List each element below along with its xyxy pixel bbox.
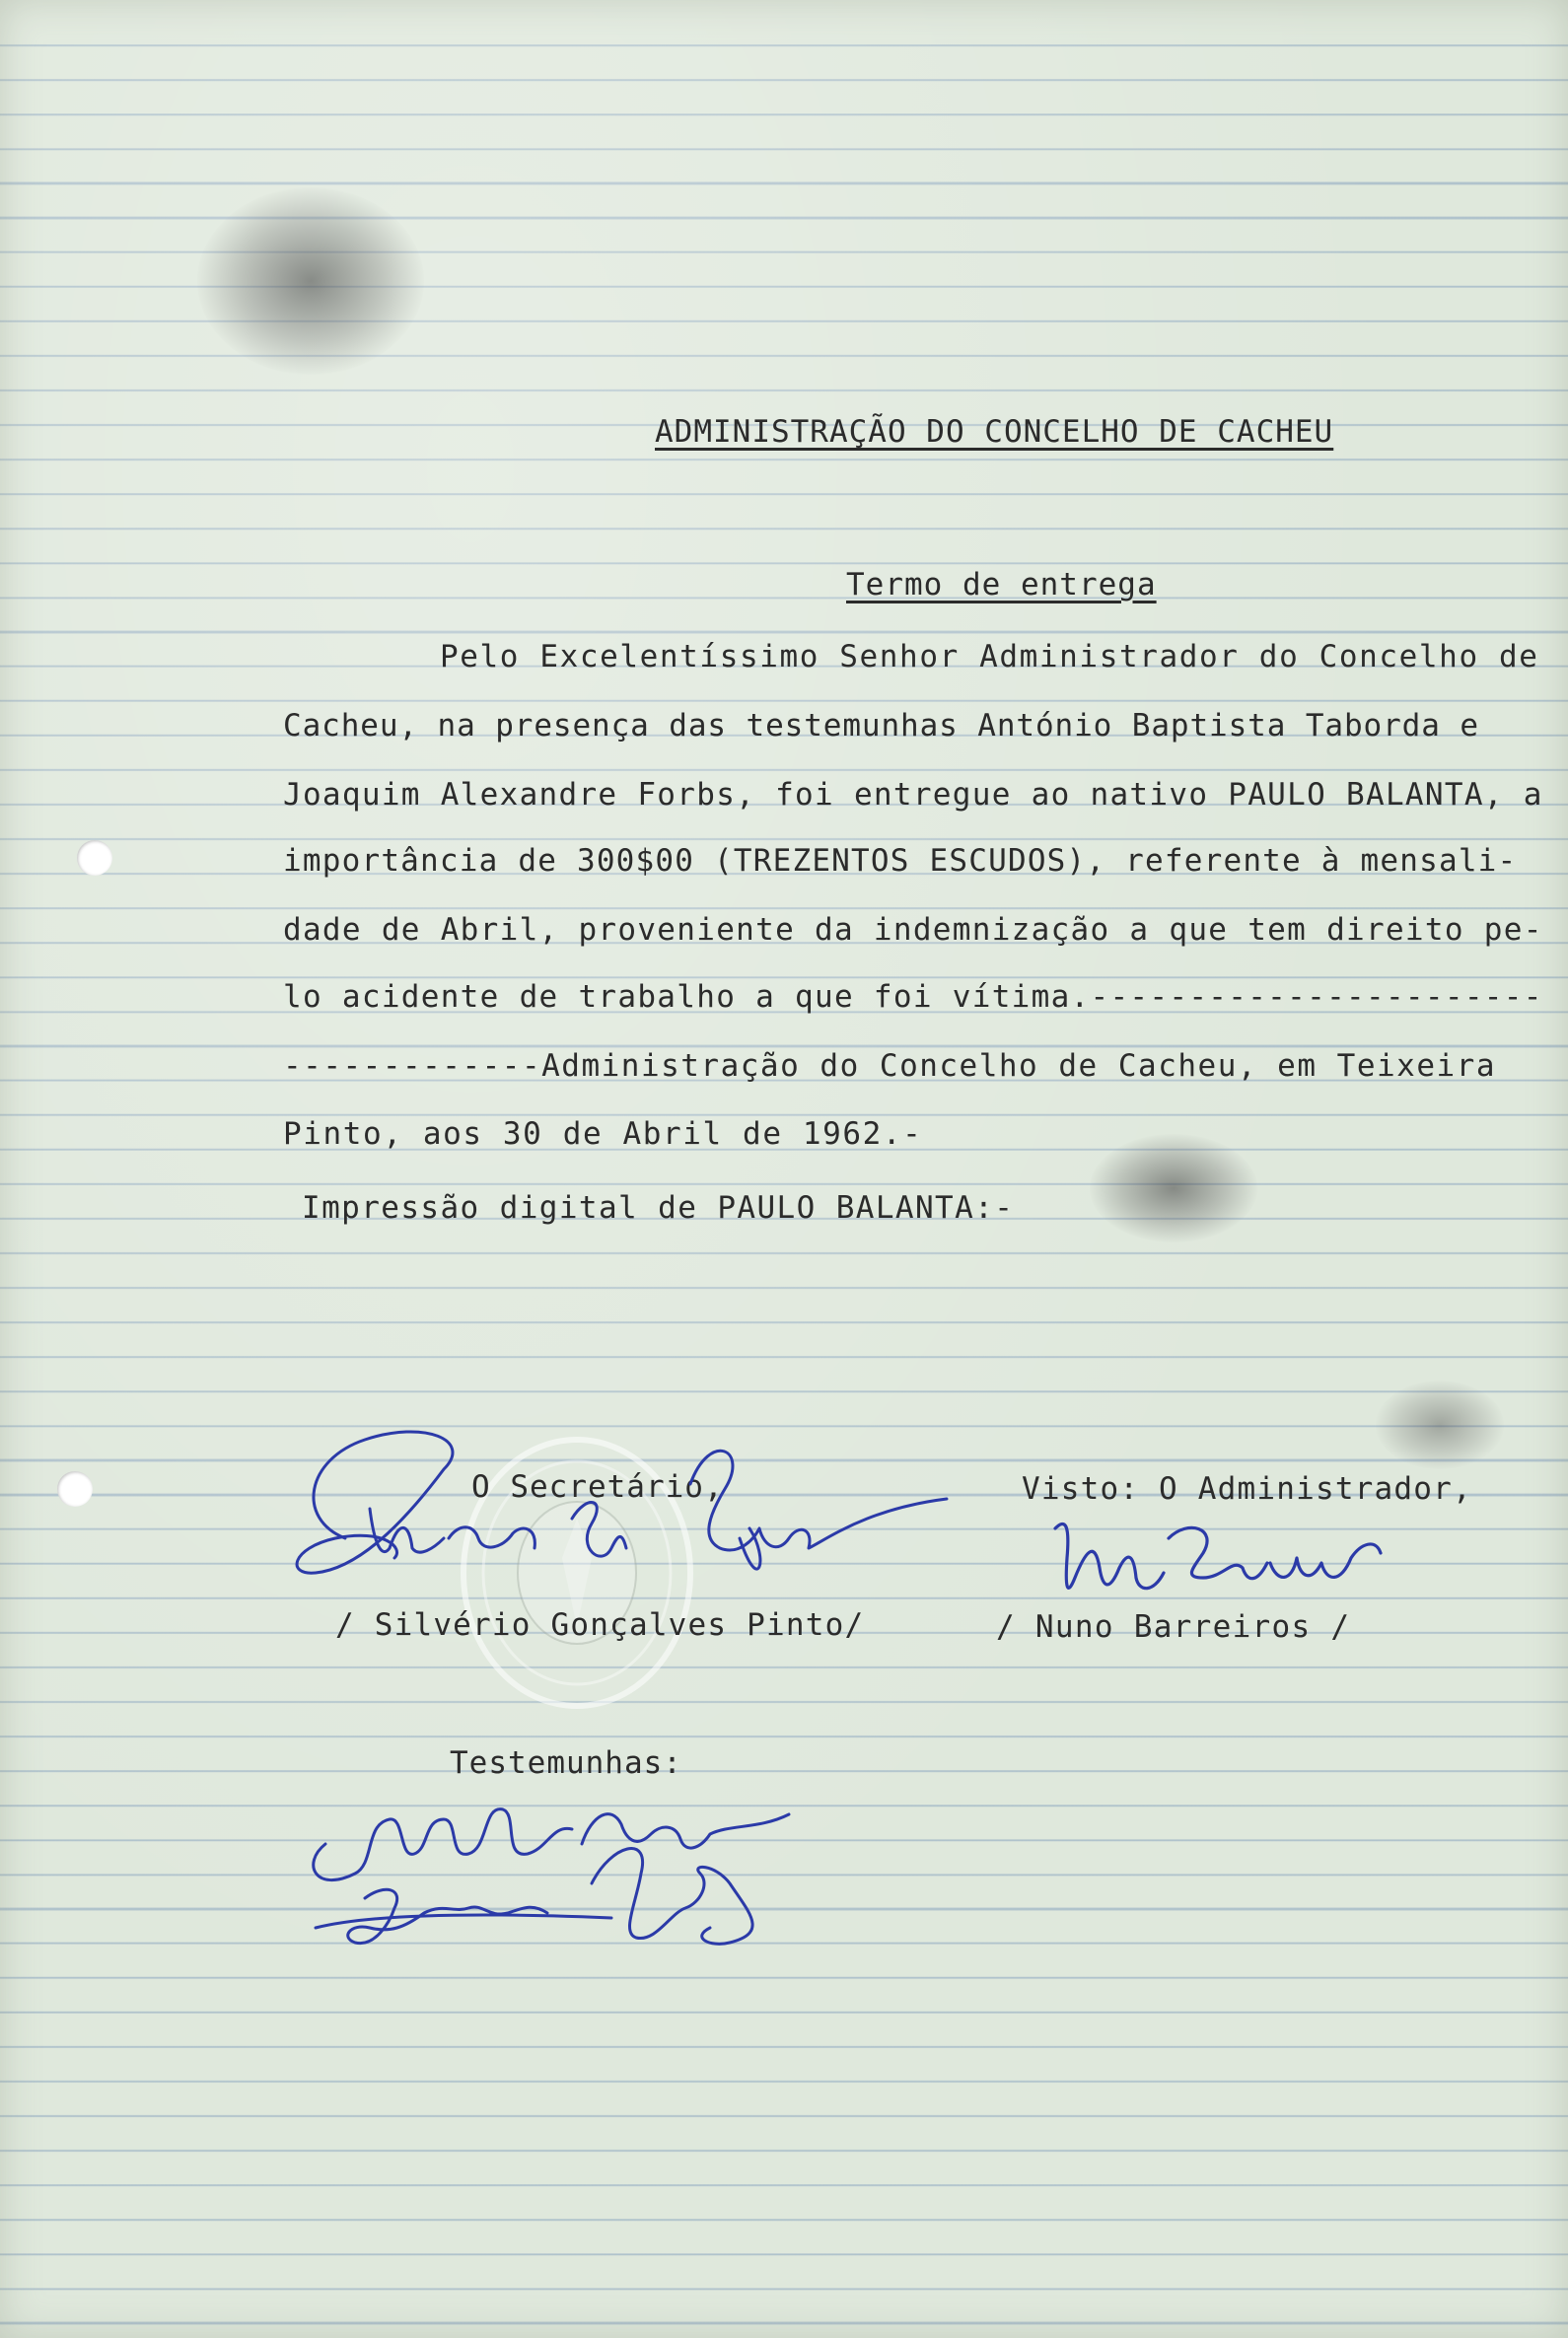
ink-smudge-top-left: [197, 187, 424, 375]
body-line-1: Pelo Excelentíssimo Senhor Administrador do Concelho de: [440, 639, 1539, 674]
body-line-6: lo acidente de trabalho a que foi vítima.-----------------------: [283, 979, 1543, 1015]
document-title: Termo de entrega: [846, 567, 1157, 602]
ink-smudge-right: [1376, 1381, 1504, 1469]
witness-signatures-icon: [296, 1765, 828, 1962]
punch-hole-bottom: [57, 1471, 93, 1507]
witnesses-label: Testemunhas:: [450, 1745, 682, 1781]
secretary-name-line: / Silvério Gonçalves Pinto/: [335, 1607, 865, 1643]
body-line-4: importância de 300$00 (TREZENTOS ESCUDOS), referente à mensali-: [283, 843, 1518, 879]
body-line-7: -------------Administração do Concelho de Cacheu, em Teixeira: [283, 1048, 1496, 1084]
punch-hole-top: [77, 840, 112, 876]
office-title: ADMINISTRAÇÃO DO CONCELHO DE CACHEU: [655, 414, 1334, 450]
fingerprint-label: Impressão digital de PAULO BALANTA:-: [302, 1190, 1015, 1226]
administrator-role-label: Visto: O Administrador,: [1022, 1471, 1472, 1507]
thumbprint-impression: [1090, 1134, 1257, 1242]
body-line-2: Cacheu, na presença das testemunhas António Baptista Taborda e: [283, 708, 1479, 744]
administrator-signature-icon: [1045, 1499, 1390, 1617]
body-line-8: Pinto, aos 30 de Abril de 1962.-: [283, 1116, 923, 1152]
body-line-3: Joaquim Alexandre Forbs, foi entregue ao nativo PAULO BALANTA, a: [283, 777, 1543, 813]
administrator-name-line: / Nuno Barreiros /: [996, 1609, 1351, 1645]
secretary-signature-icon: [276, 1400, 966, 1617]
secretary-role-label: O Secretário,: [471, 1469, 724, 1505]
body-line-5: dade de Abril, proveniente da indemnização a que tem direito pe-: [283, 912, 1543, 948]
